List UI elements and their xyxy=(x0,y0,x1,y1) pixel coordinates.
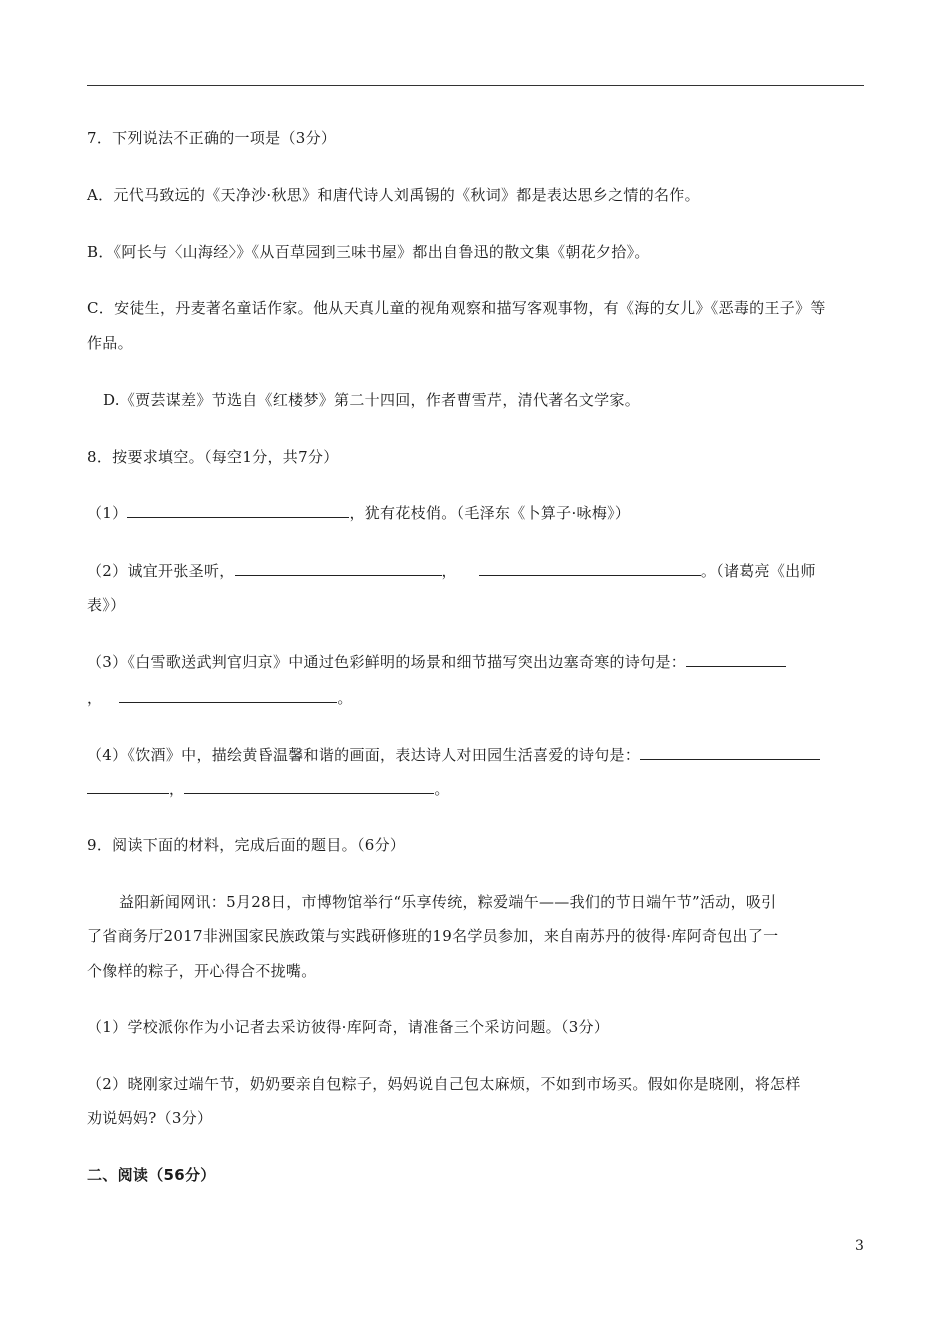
q8-item-1-suffix: ，犹有花枝俏。（毛泽东《卜算子·咏梅》） xyxy=(349,504,631,522)
q8-item-2-cont: 表》） xyxy=(87,596,126,614)
answer-blank[interactable] xyxy=(119,688,337,703)
answer-blank[interactable] xyxy=(479,561,701,576)
q9-stem: 9．阅读下面的材料，完成后面的题目。（6分） xyxy=(87,836,406,854)
q7-stem: 7．下列说法不正确的一项是（3分） xyxy=(87,129,337,147)
q8-item-2-mid: ， xyxy=(441,562,457,580)
q8-item-2-suffix: 。（诸葛亮《出师 xyxy=(700,562,816,580)
page-number: 3 xyxy=(855,1238,864,1254)
q8-item-1 xyxy=(87,503,630,523)
q8-item-1-prefix: （1） xyxy=(87,504,128,522)
answer-blank[interactable] xyxy=(87,779,169,794)
q8-item-4-comma: ， xyxy=(169,780,185,798)
q8-item-2-prefix: （2）诚宜开张圣听， xyxy=(87,562,235,580)
answer-blank[interactable] xyxy=(235,561,442,576)
q8-item-3-end: 。 xyxy=(337,689,353,707)
q8-item-3-cont xyxy=(87,688,353,708)
answer-blank[interactable] xyxy=(184,779,434,794)
q9-material-line-2: 了省商务厅2017非洲国家民族政策与实践研修班的19名学员参加，来自南苏丹的彼得·库阿奇包出了一 xyxy=(87,927,779,945)
q8-stem: 8．按要求填空。（每空1分，共7分） xyxy=(87,448,339,466)
q9-sub-2-cont: 劝说妈妈?（3分） xyxy=(87,1109,213,1127)
answer-blank[interactable] xyxy=(686,652,786,667)
section-2-heading: 二、阅读（56分） xyxy=(87,1166,216,1184)
q8-item-4-end: 。 xyxy=(434,780,450,798)
q9-material-line-1: 益阳新闻网讯：5月28日，市博物馆举行“乐享传统，粽爱端午——我们的节日端午节”活动，吸引 xyxy=(119,893,777,911)
q8-item-3-comma: ， xyxy=(87,689,103,707)
q8-item-3-text: （3）《白雪歌送武判官归京》中通过色彩鲜明的场景和细节描写突出边塞奇寒的诗句是： xyxy=(87,653,687,671)
header-rule xyxy=(87,85,864,86)
q8-item-4-cont xyxy=(87,779,450,799)
answer-blank[interactable] xyxy=(640,745,820,760)
q8-item-4 xyxy=(87,745,820,765)
q7-option-a: A．元代马致远的《天净沙·秋思》和唐代诗人刘禹锡的《秋词》都是表达思乡之情的名作。 xyxy=(87,186,700,204)
q7-option-b: B．《阿长与〈山海经〉》《从百草园到三味书屋》都出自鲁迅的散文集《朝花夕拾》。 xyxy=(87,243,650,261)
q9-sub-1: （1）学校派你作为小记者去采访彼得·库阿奇，请准备三个采访问题。（3分） xyxy=(87,1018,610,1036)
q8-item-2 xyxy=(87,561,816,581)
answer-blank[interactable] xyxy=(127,503,349,518)
q7-option-c: C．安徒生，丹麦著名童话作家。他从天真儿童的视角观察和描写客观事物，有《海的女儿》《恶毒的王子》等 xyxy=(87,299,826,317)
q8-item-4-text: （4）《饮酒》中，描绘黄昏温馨和谐的画面，表达诗人对田园生活喜爱的诗句是： xyxy=(87,746,641,764)
q9-sub-2: （2）晓刚家过端午节，奶奶要亲自包粽子，妈妈说自己包太麻烦，不如到市场买。假如你是晓刚，将怎样 xyxy=(87,1075,801,1093)
q9-material-line-3: 个像样的粽子，开心得合不拢嘴。 xyxy=(87,962,317,980)
q7-option-c-cont: 作品。 xyxy=(87,334,133,352)
q7-option-d: D.《贾芸谋差》节选自《红楼梦》第二十四回，作者曹雪芹，清代著名文学家。 xyxy=(103,391,641,409)
q8-item-3 xyxy=(87,652,786,672)
